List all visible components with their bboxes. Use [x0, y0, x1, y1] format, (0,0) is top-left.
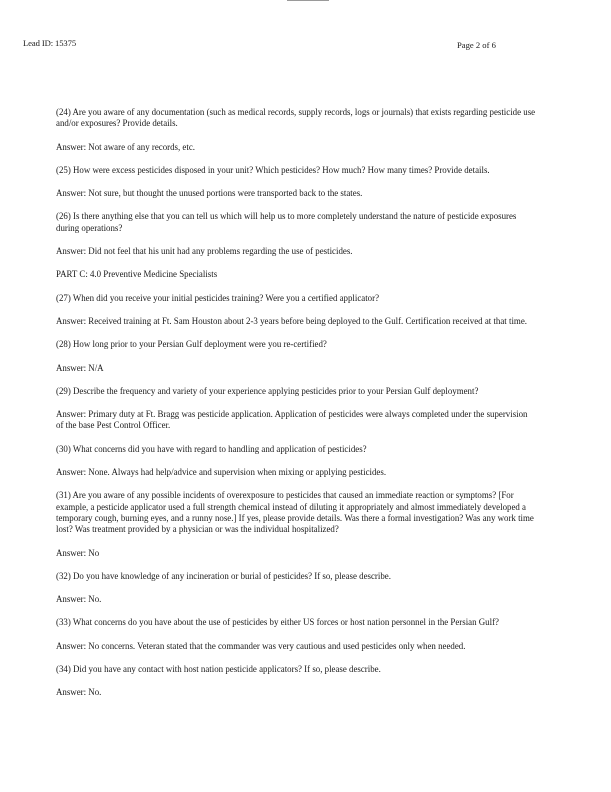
answer-26: Answer: Did not feel that his unit had any problems regarding the use of pesticides. [56, 246, 353, 257]
answer-24: Answer: Not aware of any records, etc. [56, 141, 195, 152]
answer-30: Answer: None. Always had help/advice and supervision when mixing or applying pesticides. [56, 467, 387, 478]
scan-edge-mark [287, 0, 329, 1]
section-heading: PART C: 4.0 Preventive Medicine Specialists [56, 269, 218, 280]
question-30: (30) What concerns did you have with regard to handling and application of pesticides? [56, 443, 367, 454]
answer-32: Answer: No. [56, 594, 102, 605]
answer-31: Answer: No [56, 547, 100, 558]
answer-29: Answer: Primary duty at Ft. Bragg was pesticide application. Application of pesticides were always completed under the supervision of the base Pest Control Officer. [56, 409, 528, 431]
question-32: (32) Do you have knowledge of any incineration or burial of pesticides? If so, please describe. [56, 570, 391, 581]
question-28: (28) How long prior to your Persian Gulf deployment were you re-certified? [56, 339, 327, 350]
answer-33: Answer: No concerns. Veteran stated that the commander was very cautious and used pesticides only when needed. [56, 640, 466, 651]
question-24: (24) Are you aware of any documentation (such as medical records, supply records, logs or journals) that exists regarding pesticide use and/or exposures? Provide details. [56, 107, 536, 129]
answer-25: Answer: Not sure, but thought the unused portions were transported back to the states. [56, 188, 363, 199]
answer-27: Answer: Received training at Ft. Sam Houston about 2-3 years before being deployed to the Gulf. Certification received at that time. [56, 315, 527, 326]
question-31: (31) Are you aware of any possible incidents of overexposure to pesticides that caused an immediate reaction or symptoms? [For example, a pesticide applicator used a full strength chemical instead of diluting it appropriately and almost immediately developed a temporary cough, burning eyes, and a runny nose.] If yes, please provide details. Was there a formal investigation? Was any work time lost? Was treatment provided by a physician or was the individual hospitalized? [56, 490, 534, 535]
question-34: (34) Did you have any contact with host nation pesticide applicators? If so, please describe. [56, 664, 381, 675]
lead-id: Lead ID: 15375 [23, 38, 77, 48]
answer-28: Answer: N/A [56, 362, 104, 373]
question-26: (26) Is there anything else that you can tell us which will help us to more completely understand the nature of pesticide exposures during operations? [56, 211, 517, 233]
question-33: (33) What concerns do you have about the use of pesticides by either US forces or host nation personnel in the Persian Gulf? [56, 617, 499, 628]
question-27: (27) When did you receive your initial pesticides training? Were you a certified applicator? [56, 292, 380, 303]
question-29: (29) Describe the frequency and variety of your experience applying pesticides prior to your Persian Gulf deployment? [56, 385, 479, 396]
document-body [56, 107, 536, 711]
question-25: (25) How were excess pesticides disposed in your unit? Which pesticides? How much? How many times? Provide details. [56, 164, 490, 175]
page-number: Page 2 of 6 [457, 40, 496, 50]
answer-34: Answer: No. [56, 687, 102, 698]
